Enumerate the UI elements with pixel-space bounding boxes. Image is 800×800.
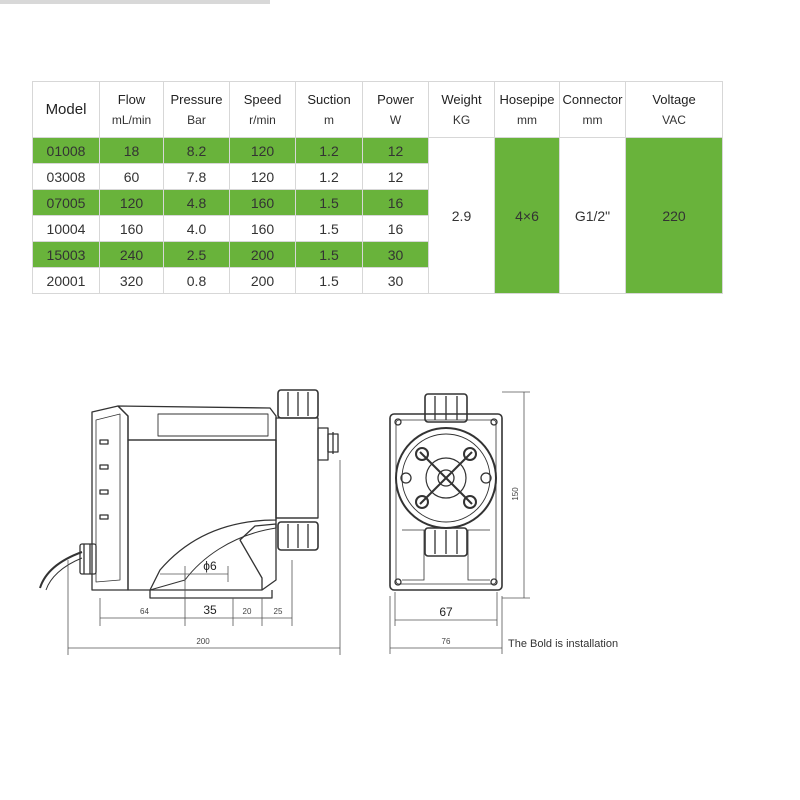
cell-pressure: 4.8 <box>164 190 230 216</box>
cell-flow: 18 <box>100 138 164 164</box>
header-hosepipe: Hosepipe mm <box>495 82 560 138</box>
cell-hosepipe: 4×6 <box>495 138 560 294</box>
cell-model: 15003 <box>33 242 100 268</box>
cell-speed: 120 <box>230 138 296 164</box>
cell-flow: 320 <box>100 268 164 294</box>
cell-weight: 2.9 <box>429 138 495 294</box>
dim-64-label: 64 <box>140 607 149 616</box>
table-row <box>33 138 723 164</box>
spec-table <box>32 81 723 294</box>
cell-power: 16 <box>363 216 429 242</box>
cell-power: 30 <box>363 242 429 268</box>
cell-suction: 1.5 <box>296 268 363 294</box>
dim-67-label: 67 <box>439 605 453 619</box>
header-speed: Speed r/min <box>230 82 296 138</box>
cell-suction: 1.5 <box>296 242 363 268</box>
table-header-row <box>33 82 723 138</box>
cell-model: 07005 <box>33 190 100 216</box>
pump-side-view <box>40 390 338 598</box>
header-suction: Suction m <box>296 82 363 138</box>
dim-35-label: 35 <box>203 603 217 617</box>
header-voltage: Voltage VAC <box>626 82 723 138</box>
cell-power: 12 <box>363 138 429 164</box>
dim-phi6-label: ϕ6 <box>203 559 217 573</box>
front-dimension-lines <box>390 392 530 654</box>
cell-model: 01008 <box>33 138 100 164</box>
header-model: Model <box>33 82 100 138</box>
cell-speed: 200 <box>230 242 296 268</box>
header-power: Power W <box>363 82 429 138</box>
cell-speed: 120 <box>230 164 296 190</box>
header-weight: Weight KG <box>429 82 495 138</box>
cell-power: 12 <box>363 164 429 190</box>
dim-20-label: 20 <box>242 607 252 616</box>
cell-connector: G1/2" <box>560 138 626 294</box>
cell-pressure: 7.8 <box>164 164 230 190</box>
cell-speed: 160 <box>230 216 296 242</box>
cell-suction: 1.5 <box>296 216 363 242</box>
cell-flow: 160 <box>100 216 164 242</box>
dim-150-label: 150 <box>511 487 520 501</box>
cell-power: 16 <box>363 190 429 216</box>
cell-pressure: 4.0 <box>164 216 230 242</box>
pump-front-view <box>390 394 502 590</box>
top-rule <box>0 0 270 4</box>
header-connector: Connector mm <box>560 82 626 138</box>
side-dimension-lines <box>68 460 340 655</box>
cell-pressure: 8.2 <box>164 138 230 164</box>
cell-voltage: 220 <box>626 138 723 294</box>
cell-power: 30 <box>363 268 429 294</box>
cell-speed: 160 <box>230 190 296 216</box>
cell-model: 03008 <box>33 164 100 190</box>
cell-flow: 240 <box>100 242 164 268</box>
cell-model: 20001 <box>33 268 100 294</box>
cell-suction: 1.2 <box>296 164 363 190</box>
cell-pressure: 0.8 <box>164 268 230 294</box>
cell-flow: 60 <box>100 164 164 190</box>
header-flow: Flow mL/min <box>100 82 164 138</box>
pump-dimension-drawing <box>0 330 800 660</box>
cell-suction: 1.5 <box>296 190 363 216</box>
cell-speed: 200 <box>230 268 296 294</box>
cell-suction: 1.2 <box>296 138 363 164</box>
cell-pressure: 2.5 <box>164 242 230 268</box>
dim-76-label: 76 <box>441 637 451 646</box>
cell-flow: 120 <box>100 190 164 216</box>
installation-note: The Bold is installation <box>508 638 619 650</box>
header-pressure: Pressure Bar <box>164 82 230 138</box>
dim-25-label: 25 <box>273 607 283 616</box>
cell-model: 10004 <box>33 216 100 242</box>
dim-200-label: 200 <box>196 637 210 646</box>
